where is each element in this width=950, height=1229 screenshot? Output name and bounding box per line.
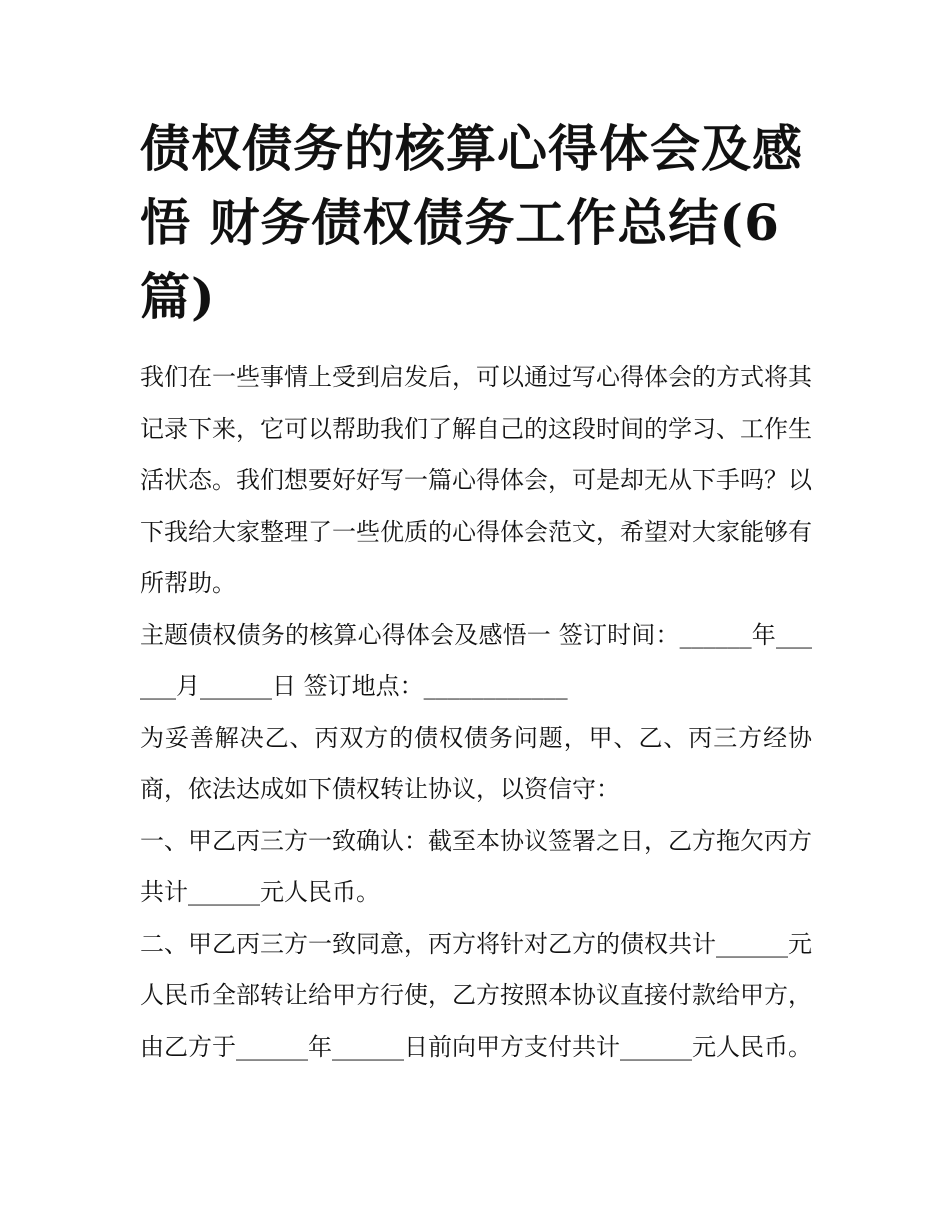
clause-one-paragraph: 一、甲乙丙三方一致确认：截至本协议签署之日，乙方拖欠丙方共计______元人民币。 [140,826,812,906]
preamble-paragraph: 为妥善解决乙、丙双方的债权债务问题，甲、乙、丙三方经协商，依法达成如下债权转让协议，以资信守： [140,723,812,803]
document-title: 债权债务的核算心得体会及感悟 财务债权债务工作总结(6篇) [140,119,803,326]
clause-two-paragraph: 二、甲乙丙三方一致同意，丙方将针对乙方的债权共计______元人民币全部转让给甲方行使，乙方按照本协议直接付款给甲方，由乙方于______年______日前向甲方支付共计______元人民币。 [140,929,812,1061]
intro-paragraph: 我们在一些事情上受到启发后，可以通过写心得体会的方式将其记录下来，它可以帮助我们了解自己的这段时间的学习、工作生活状态。我们想要好好写一篇心得体会，可是却无从下手吗？以下我给大家整理了一些优质的心得体会范文，希望对大家能够有所帮助。 [140,363,812,597]
document-body [140,352,812,1073]
signing-info-paragraph: 主题债权债务的核算心得体会及感悟一 签订时间：______年______月______日 签订地点：____________ [140,620,812,700]
